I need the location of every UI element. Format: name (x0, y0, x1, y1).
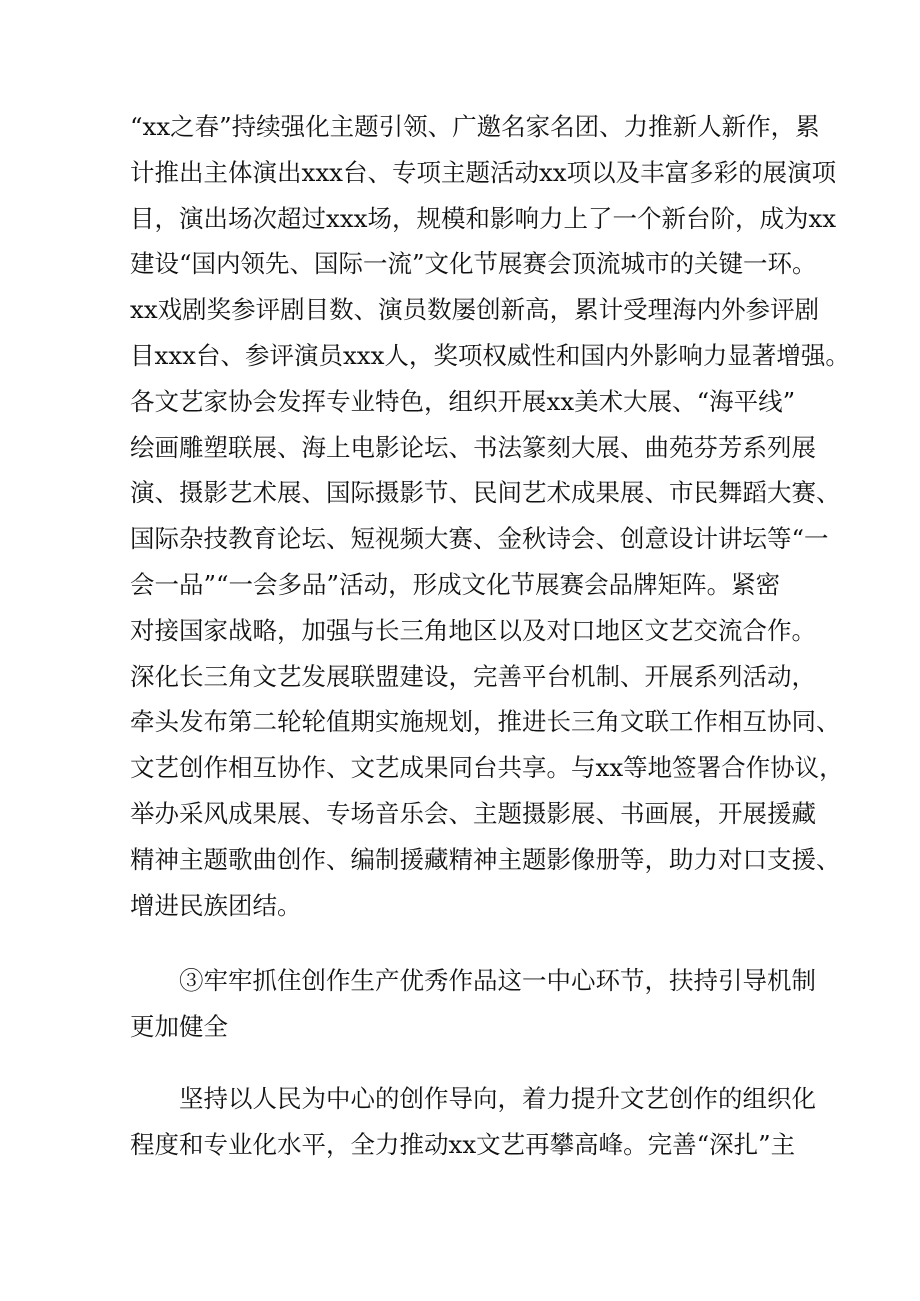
text-line: 目xxx台、参评演员xxx人，奖项权威性和国内外影响力显著增强。 (130, 340, 850, 370)
text-line: 坚持以人民为中心的创作导向，着力提升文艺创作的组织化 (179, 1084, 816, 1113)
text-line: 目，演出场次超过xxx场，规模和影响力上了一个新台阶，成为xx (130, 203, 837, 233)
text-line: 绘画雕塑联展、海上电影论坛、书法篆刻大展、曲苑芬芳系列展 (130, 432, 816, 462)
text-line: 牵头发布第二轮轮值期实施规划，推进长三角文联工作相互协同、 (130, 707, 841, 737)
text-line: 举办采风成果展、专场音乐会、主题摄影展、书画展，开展援藏 (130, 798, 816, 828)
text-line: 增进民族团结。 (130, 890, 302, 920)
heading-line: ③牢牢抓住创作生产优秀作品这一中心环节，扶持引导机制 (179, 966, 816, 995)
text-line: xx戏剧奖参评剧目数、演员数屡创新高，累计受理海内外参评剧 (130, 295, 820, 325)
text-line: 会一品”“一会多品”活动，形成文化节展赛会品牌矩阵。紧密 (130, 569, 781, 599)
text-line: 对接国家战略，加强与长三角地区以及对口地区文艺交流合作。 (130, 615, 816, 645)
section-heading-3 (130, 958, 816, 1050)
text-line: “xx之春”持续强化主题引领、广邀名家名团、力推新人新作，累 (130, 112, 820, 141)
text-line: 程度和专业化水平，全力推动xx文艺再攀高峰。完善“深扎”主 (130, 1129, 796, 1159)
text-line: 文艺创作相互协作、文艺成果同台共享。与xx等地签署合作协议， (130, 753, 844, 783)
paragraph-creation-guidance (130, 1076, 816, 1168)
text-line: 演、摄影艺术展、国际摄影节、民间艺术成果展、市民舞蹈大赛、 (130, 478, 841, 508)
text-line: 建设“国内领先、国际一流”文化节展赛会顶流城市的关键一环。 (130, 249, 817, 279)
text-line: 国际杂技教育论坛、短视频大赛、金秋诗会、创意设计讲坛等“一 (130, 524, 829, 554)
text-line: 深化长三角文艺发展联盟建设，完善平台机制、开展系列活动， (130, 661, 816, 691)
text-line: 各文艺家协会发挥专业特色，组织开展xx美术大展、“海平线” (130, 386, 796, 416)
heading-line: 更加健全 (130, 1011, 228, 1041)
text-line: 精神主题歌曲创作、编制援藏精神主题影像册等，助力对口支援、 (130, 844, 841, 874)
paragraph-festival-activities (130, 104, 850, 928)
text-line: 计推出主体演出xxx台、专项主题活动xx项以及丰富多彩的展演项 (130, 157, 837, 187)
